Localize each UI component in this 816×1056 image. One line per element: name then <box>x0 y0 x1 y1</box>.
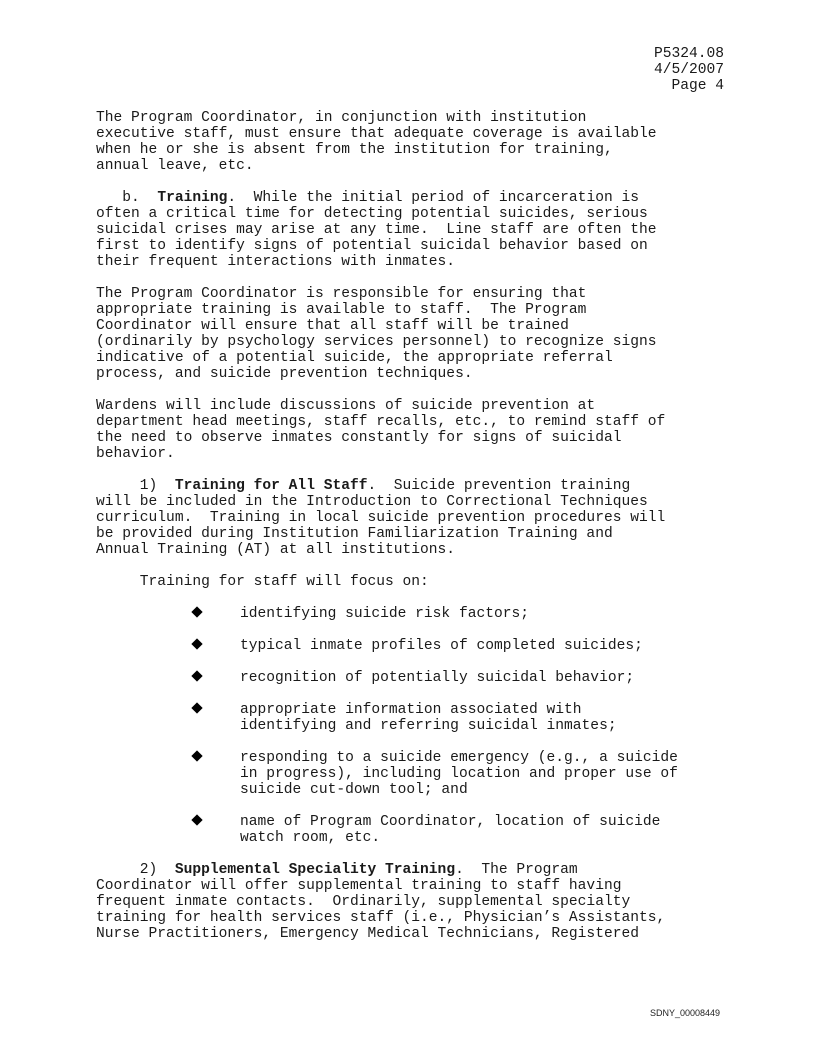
doc-number: P5324.08 <box>653 46 724 62</box>
paragraph-wardens <box>96 398 724 462</box>
diamond-bullet-icon <box>191 702 202 713</box>
diamond-bullet-icon <box>191 606 202 617</box>
paragraph-text: Wardens will include discussions of suicide prevention at department head meetings, staff recalls, etc., to remind staff of the need to observe inmates constantly for signs of suicidal behavior. <box>96 398 666 462</box>
item-2-supplemental-training <box>96 862 724 942</box>
page-number: Page 4 <box>671 78 724 94</box>
paragraph-text: The Program Coordinator, in conjunction with institution executive staff, must ensure that adequate coverage is available when he or she is absent from the institution for training, annual leave, etc. <box>96 110 657 174</box>
item-2-text: . The Program Coordinator will offer supplemental training to staff having frequent inmate contacts. Ordinarily, supplemental specialty training for health services staff (i.e., Physician’s Assistants, Nurse Practitioners, Emergency Medical Technicians, Registered <box>96 862 666 942</box>
section-b-training <box>96 190 724 270</box>
diamond-bullet-icon <box>191 638 202 649</box>
bullet-text: typical inmate profiles of completed suicides; <box>240 638 643 654</box>
item-1-training-all-staff <box>96 478 724 558</box>
paragraph-text: The Program Coordinator is responsible for ensuring that appropriate training is available to staff. The Program Coordinator will ensure that all staff will be trained (ordinarily by psychology services personnel) to recognize signs indicative of a potential suicide, the appropriate referral process, and suicide prevention techniques. <box>96 286 657 382</box>
paragraph-coverage <box>96 110 724 174</box>
focus-intro-text: Training for staff will focus on: <box>96 574 429 590</box>
item-1-heading: Training for All Staff <box>174 478 368 494</box>
paragraph-coordinator <box>96 286 724 382</box>
bullet-text: appropriate information associated with identifying and referring suicidal inmates; <box>240 702 617 734</box>
section-b-text: . While the initial period of incarceration is often a critical time for detecting potential suicides, serious suicidal crises may arise at any time. Line staff are often the first to identify signs of potential suicidal behavior based on their frequent interactions with inmates. <box>96 190 657 270</box>
item-1-prefix: 1) <box>96 478 175 494</box>
item-2-prefix: 2) <box>96 862 175 878</box>
diamond-bullet-icon <box>191 750 202 761</box>
focus-intro <box>96 574 724 590</box>
item-2-heading: Supplemental Speciality Training <box>174 862 456 878</box>
bullet-text: recognition of potentially suicidal behavior; <box>240 670 635 686</box>
section-b-heading: Training <box>157 190 228 206</box>
doc-date: 4/5/2007 <box>653 62 724 78</box>
document-page <box>96 46 724 942</box>
section-b-prefix: b. <box>96 190 158 206</box>
item-1-text: . Suicide prevention training will be included in the Introduction to Correctional Techniques curriculum. Training in local suicide prevention procedures will be provided during Institution Familiarization Training and Annual Training (AT) at all institutions. <box>96 478 666 558</box>
diamond-bullet-icon <box>191 814 202 825</box>
diamond-bullet-icon <box>191 670 202 681</box>
document-header <box>96 46 724 94</box>
bullet-text: identifying suicide risk factors; <box>240 606 530 622</box>
bates-number: SDNY_00008449 <box>649 1008 720 1018</box>
bullet-text: responding to a suicide emergency (e.g., a suicide in progress), including location and proper use of suicide cut-down tool; and <box>240 750 678 798</box>
bullet-text: name of Program Coordinator, location of suicide watch room, etc. <box>240 814 661 846</box>
